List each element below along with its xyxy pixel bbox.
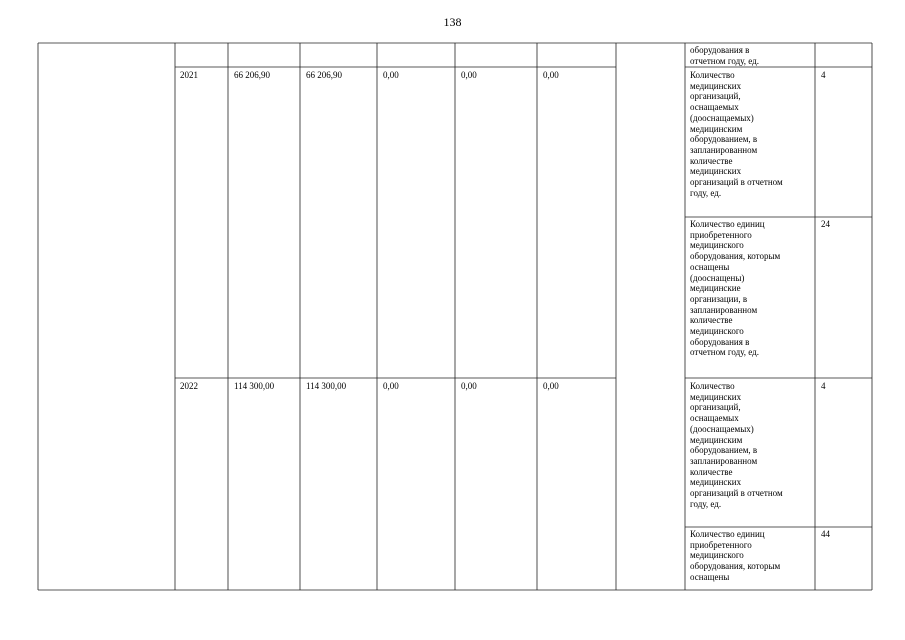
indicator-line: количестве xyxy=(690,466,733,477)
indicator-value: 4 xyxy=(821,381,826,391)
indicator-line: запланированном xyxy=(690,304,758,315)
indicator-line: медицинского xyxy=(690,550,744,561)
indicator-line: оборудованием, в xyxy=(690,134,758,145)
indicator-line: оснащаемых xyxy=(690,102,739,113)
amount-cell: 0,00 xyxy=(543,70,559,80)
indicator-line: медицинских xyxy=(690,391,742,402)
indicator-line: медицинских xyxy=(690,80,742,91)
indicator-line: году, ед. xyxy=(690,498,722,509)
indicator-line: оснащаемых xyxy=(690,413,739,424)
budget-cell: 66 206,90 xyxy=(306,70,342,80)
indicator-text xyxy=(690,381,814,509)
amount-cell: 0,00 xyxy=(543,381,559,391)
year-cell: 2021 xyxy=(180,70,198,80)
indicator-line: году, ед. xyxy=(690,187,722,198)
indicator-line: организаций, xyxy=(690,402,741,413)
indicator-line: медицинского xyxy=(690,240,744,251)
indicator-line: оборудования, которым xyxy=(690,561,781,572)
indicator-line: отчетном году, ед. xyxy=(690,55,759,66)
indicator-line: медицинским xyxy=(690,434,743,445)
indicator-line: оснащены xyxy=(690,261,730,272)
indicator-value: 44 xyxy=(821,529,830,539)
indicator-text xyxy=(690,70,814,198)
indicator-line: медицинским xyxy=(690,123,743,134)
indicator-line: запланированном xyxy=(690,144,758,155)
indicator-line: отчетном году, ед. xyxy=(690,347,759,358)
indicator-line: организации, в xyxy=(690,293,748,304)
indicator-line: Количество xyxy=(690,70,735,80)
page-number: 138 xyxy=(443,15,462,29)
indicator-line: Количество xyxy=(690,381,735,391)
indicator-line: медицинские xyxy=(690,283,741,294)
indicator-value: 24 xyxy=(821,219,830,229)
indicator-line: Количество единиц xyxy=(690,219,765,229)
indicator-value: 4 xyxy=(821,70,826,80)
indicator-line: организаций, xyxy=(690,91,741,102)
indicator-line: организаций в отчетном xyxy=(690,488,783,499)
indicator-continuation xyxy=(690,45,814,66)
indicator-line: приобретенного xyxy=(690,229,752,240)
indicator-line: запланированном xyxy=(690,455,758,466)
indicator-line: оборудованием, в xyxy=(690,445,758,456)
indicator-line: приобретенного xyxy=(690,539,752,550)
indicator-line: медицинского xyxy=(690,326,744,337)
indicator-line: оснащены xyxy=(690,571,730,582)
indicator-line: медицинских xyxy=(690,166,742,177)
indicator-text xyxy=(690,529,814,583)
indicator-text xyxy=(690,219,814,358)
amount-cell: 0,00 xyxy=(383,70,399,80)
indicator-line: количестве xyxy=(690,155,733,166)
amount-cell: 0,00 xyxy=(383,381,399,391)
total-cell: 66 206,90 xyxy=(234,70,270,80)
year-cell: 2022 xyxy=(180,381,198,391)
indicator-line: оборудования в xyxy=(690,336,750,347)
amount-cell: 0,00 xyxy=(461,381,477,391)
indicator-line: оборудования в xyxy=(690,45,750,55)
indicator-line: оборудования, которым xyxy=(690,251,781,262)
indicator-line: организаций в отчетном xyxy=(690,177,783,188)
indicator-line: количестве xyxy=(690,315,733,326)
total-cell: 114 300,00 xyxy=(234,381,275,391)
amount-cell: 0,00 xyxy=(461,70,477,80)
indicator-line: (дооснащаемых) xyxy=(690,423,754,434)
indicator-line: Количество единиц xyxy=(690,529,765,539)
indicator-line: (дооснащены) xyxy=(690,272,745,283)
indicator-line: медицинских xyxy=(690,477,742,488)
indicator-line: (дооснащаемых) xyxy=(690,112,754,123)
budget-cell: 114 300,00 xyxy=(306,381,347,391)
